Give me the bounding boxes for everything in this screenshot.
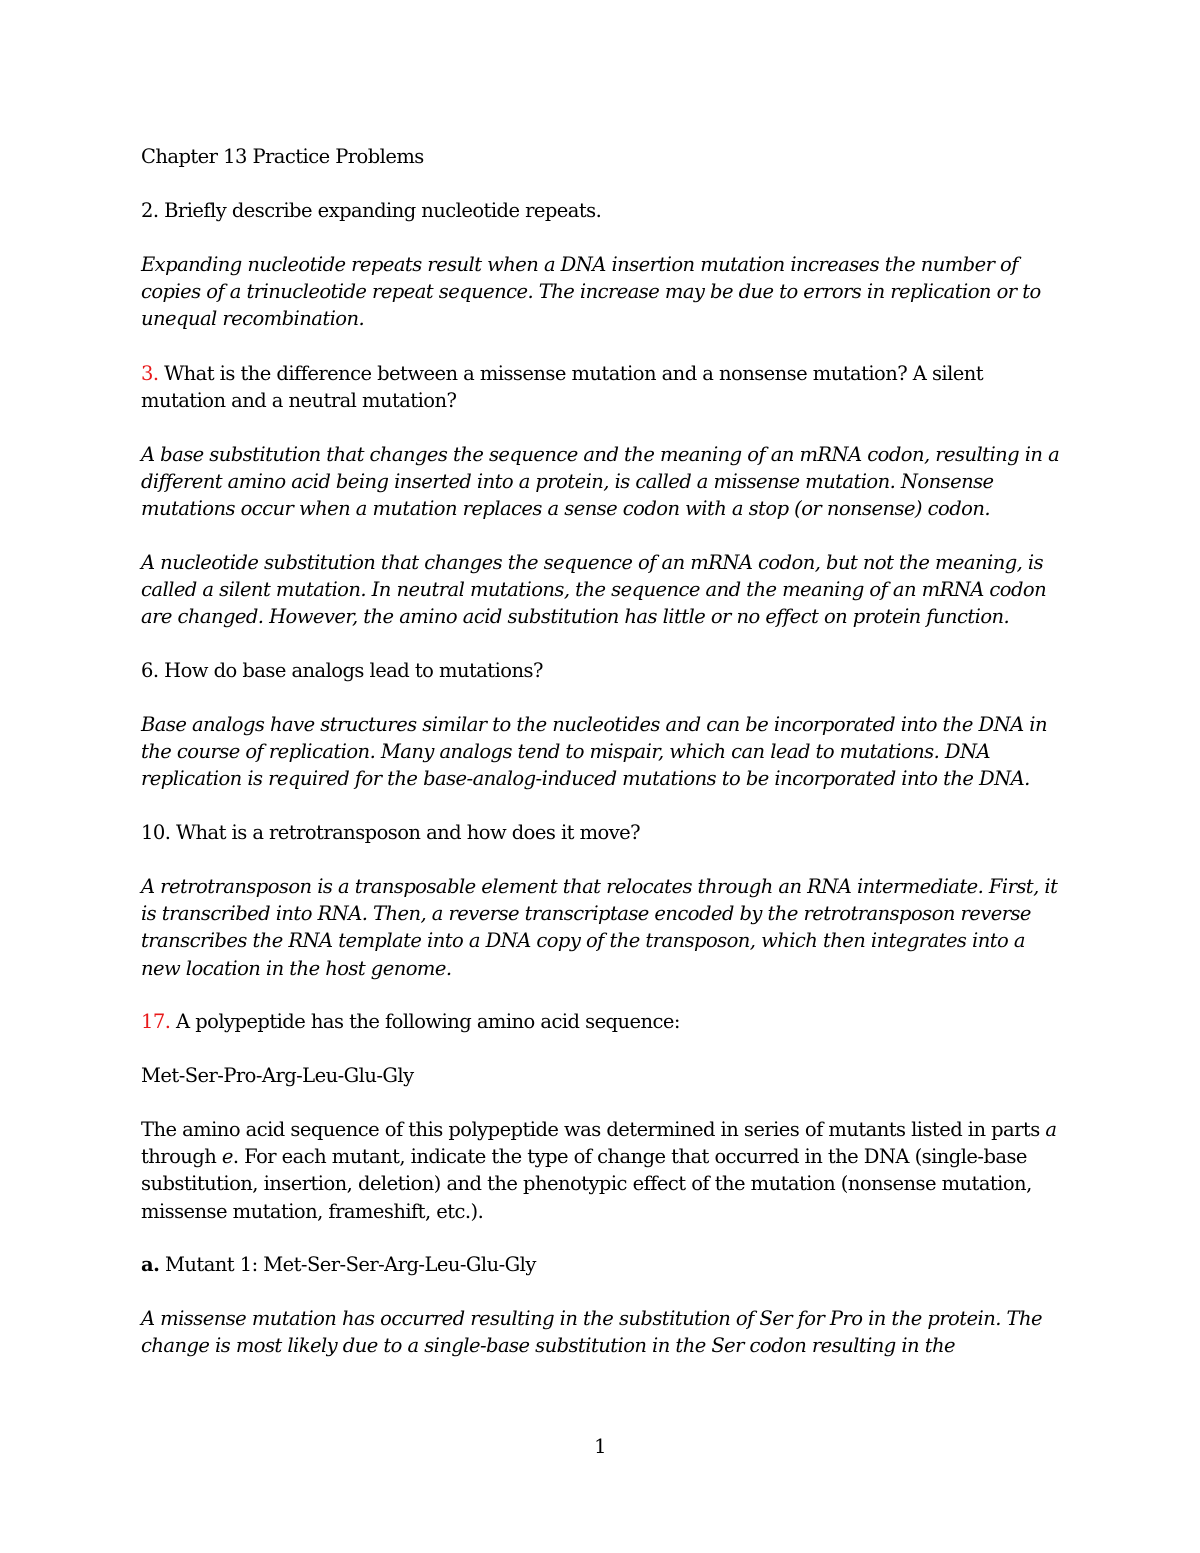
answer-10-line: is transcribed into RNA. Then, a reverse transcriptase encoded by the retrotransposon reverse (141, 902, 1031, 926)
question-17-number: 17. (141, 1010, 171, 1033)
answer-6-line: the course of replication. Many analogs tend to mispair, which can lead to mutations. DNA (141, 740, 991, 764)
answer-3-line: A nucleotide substitution that changes the sequence of an mRNA codon, but not the meaning, is (141, 551, 1044, 574)
question-2-text: 2. Briefly describe expanding nucleotide repeats. (141, 199, 602, 222)
question-17-text: A polypeptide has the following amino acid sequence: (170, 1010, 680, 1033)
answer-2-line: Expanding nucleotide repeats result when a DNA insertion mutation increases the number of (141, 253, 1018, 276)
part-a-answer (141, 1305, 1066, 1359)
intro-text: . For each mutant, indicate the type of change that occurred in the DNA (single-base (232, 1145, 1027, 1169)
answer-10-line: new location in the host genome. (141, 956, 452, 980)
question-10 (141, 819, 1066, 846)
page-title-text: Chapter 13 Practice Problems (141, 145, 424, 168)
answer-6-line: Base analogs have structures similar to the nucleotides and can be incorporated into the DNA in (141, 713, 1047, 736)
question-17-line (141, 1008, 1066, 1035)
part-a-text: Mutant 1: Met-Ser-Ser-Arg-Leu-Glu-Gly (159, 1253, 536, 1276)
question-3-number: 3. (141, 362, 159, 385)
answer-10-line: transcribes the RNA template into a DNA copy of the transposon, which then integrates into a (141, 929, 1025, 953)
amino-acid-sequence-text: Met-Ser-Pro-Arg-Leu-Glu-Gly (141, 1064, 414, 1087)
question-6-text: 6. How do base analogs lead to mutations? (141, 659, 543, 682)
question-17-intro-line (141, 1143, 1066, 1170)
question-2 (141, 197, 1066, 224)
page-title (141, 143, 1066, 170)
question-17-intro-line: missense mutation, frameshift, etc.). (141, 1199, 484, 1223)
answer-3-line: are changed. However, the amino acid substitution has little or no effect on protein function. (141, 605, 1010, 629)
part-a-answer-line: A missense mutation has occurred resulting in the substitution of Ser for Pro in the protein. The (141, 1307, 1042, 1330)
question-17-intro-line: substitution, insertion, deletion) and the phenotypic effect of the mutation (nonsense mutation, (141, 1172, 1032, 1196)
part-a-ref: a (1045, 1118, 1057, 1141)
answer-3-missense-nonsense (141, 441, 1066, 523)
intro-text: The amino acid sequence of this polypeptide was determined in series of mutants listed in parts (141, 1118, 1046, 1141)
amino-acid-sequence (141, 1062, 1066, 1089)
question-10-text: 10. What is a retrotransposon and how does it move? (141, 821, 641, 844)
question-6 (141, 657, 1066, 684)
part-a-line (141, 1251, 1066, 1278)
part-e-ref: e (221, 1145, 233, 1169)
question-3-line (141, 360, 1066, 387)
question-3-line: mutation and a neutral mutation? (141, 389, 457, 413)
answer-2 (141, 251, 1066, 333)
question-3 (141, 360, 1066, 414)
answer-2-line: copies of a trinucleotide repeat sequence. The increase may be due to errors in replication or to (141, 280, 1041, 304)
answer-3-silent-neutral (141, 549, 1066, 631)
answer-6-line: replication is required for the base-analog-induced mutations to be incorporated into the DNA. (141, 767, 1030, 791)
question-17-intro-line (141, 1116, 1066, 1143)
answer-10-line: A retrotransposon is a transposable element that relocates through an RNA intermediate. First, it (141, 875, 1058, 898)
page-number: 1 (594, 1435, 606, 1458)
part-a (141, 1251, 1066, 1278)
part-a-label: a. (141, 1253, 160, 1276)
question-17 (141, 1008, 1066, 1035)
question-3-text: What is the difference between a missense mutation and a nonsense mutation? A silent (158, 362, 984, 385)
answer-10 (141, 873, 1066, 982)
question-17-intro (141, 1116, 1066, 1225)
answer-6 (141, 711, 1066, 793)
answer-3-line: different amino acid being inserted into a protein, is called a missense mutation. Nonsense (141, 470, 994, 494)
part-a-answer-line: change is most likely due to a single-base substitution in the Ser codon resulting in the (141, 1334, 956, 1358)
answer-3-line: called a silent mutation. In neutral mutations, the sequence and the meaning of an mRNA codon (141, 578, 1047, 602)
answer-3-line: mutations occur when a mutation replaces a sense codon with a stop (or nonsense) codon. (141, 497, 990, 521)
answer-2-line: unequal recombination. (141, 307, 365, 331)
answer-3-line: A base substitution that changes the sequence and the meaning of an mRNA codon, resulting in a (141, 443, 1060, 466)
intro-text: through (141, 1145, 222, 1169)
